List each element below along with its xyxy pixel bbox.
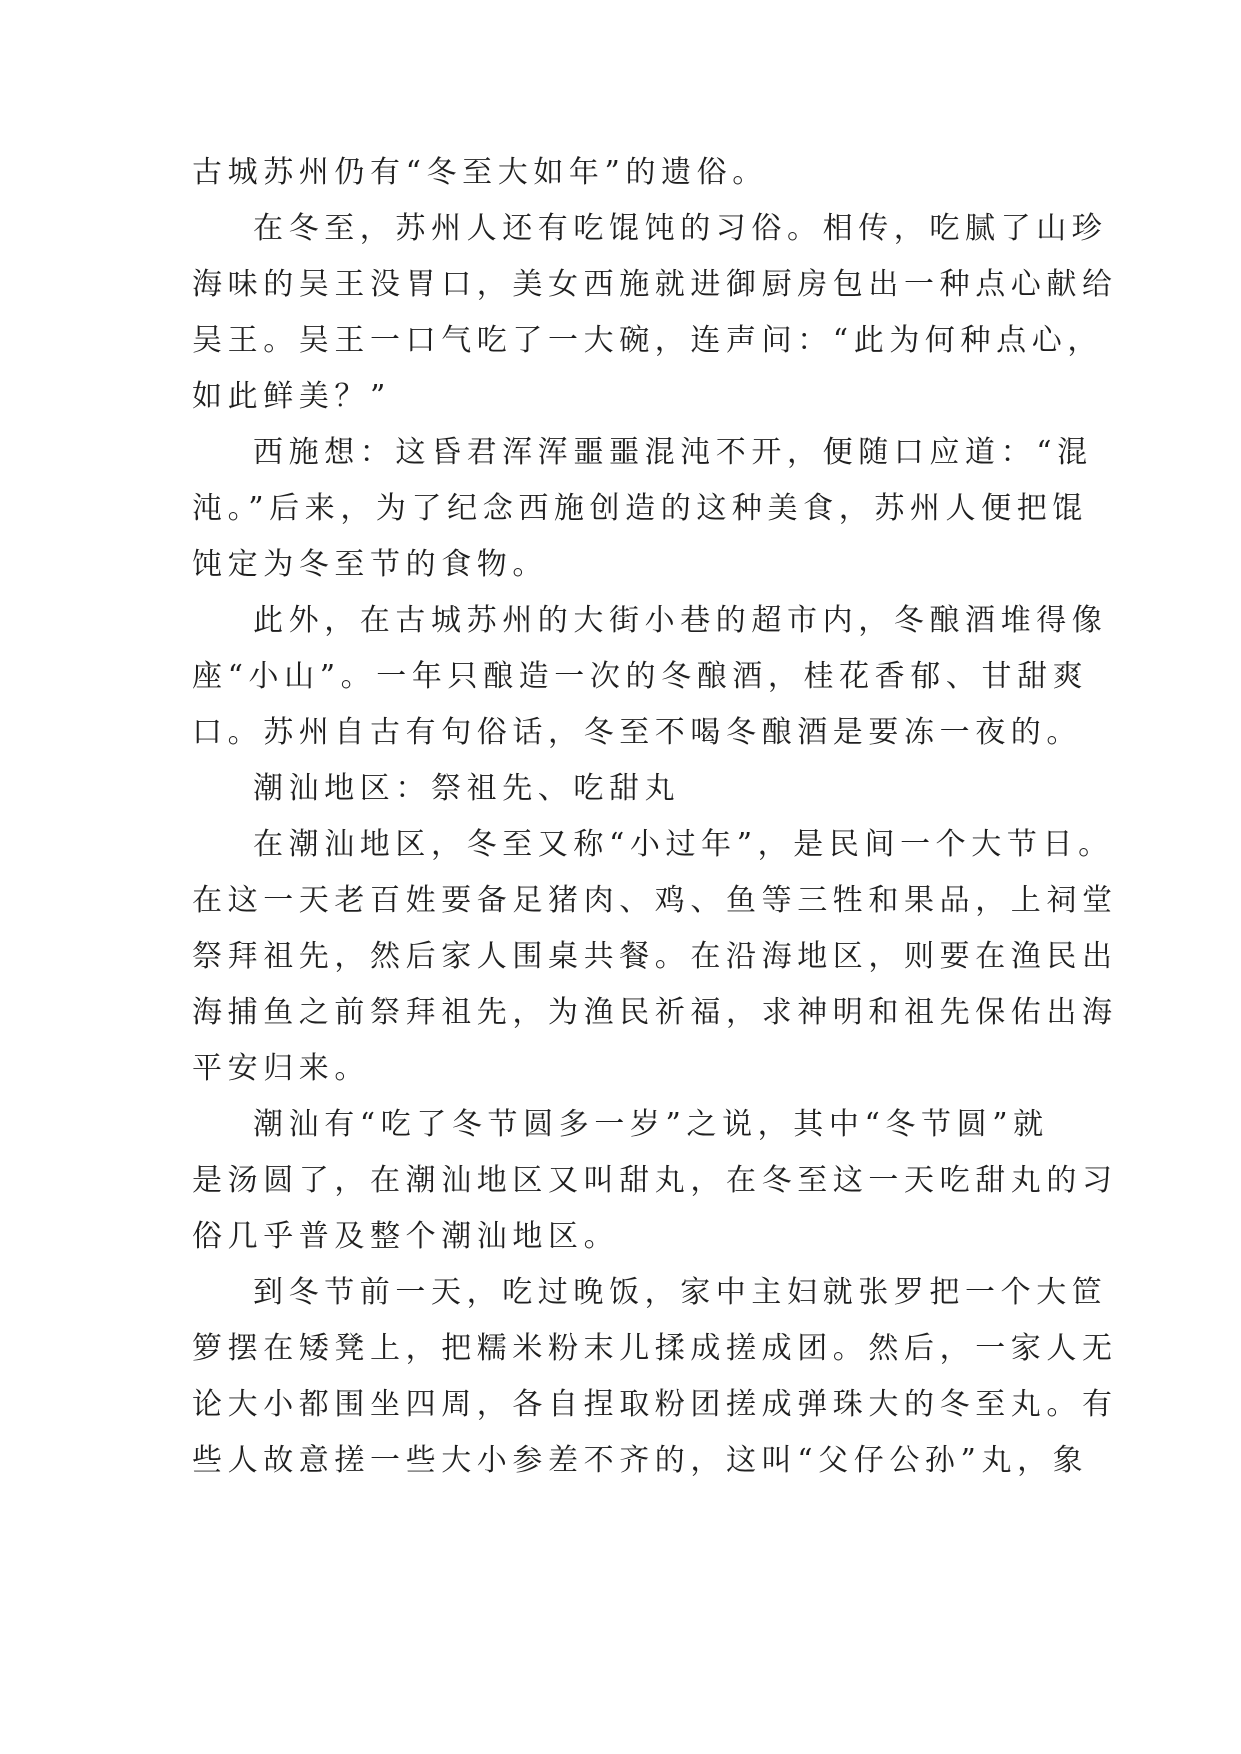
text-line: 古城苏州仍有“冬至大如年”的遗俗。 — [192, 155, 768, 190]
text-line: 吴王。吴王一口气吃了一大碗，连声问：“此为何种点心， — [192, 323, 1103, 358]
paragraph-start-line: 在潮汕地区，冬至又称“小过年”，是民间一个大节日。 — [253, 827, 1114, 862]
text-line: 饨定为冬至节的食物。 — [192, 547, 548, 582]
paragraph-start-line: 在冬至，苏州人还有吃馄饨的习俗。相传，吃腻了山珍 — [253, 211, 1108, 246]
text-line: 海捕鱼之前祭拜祖先，为渔民祈福，求神明和祖先保佑出海 — [192, 995, 1118, 1030]
paragraph-start-line: 到冬节前一天，吃过晚饭，家中主妇就张罗把一个大笸 — [253, 1275, 1108, 1310]
text-line: 在这一天老百姓要备足猪肉、鸡、鱼等三牲和果品，上祠堂 — [192, 883, 1118, 918]
text-line: 口。苏州自古有句俗话，冬至不喝冬酿酒是要冻一夜的。 — [192, 715, 1082, 750]
text-line: 沌。”后来，为了纪念西施创造的这种美食，苏州人便把馄 — [192, 491, 1088, 526]
text-line: 平安归来。 — [192, 1051, 370, 1086]
paragraph-start-line: 潮汕有“吃了冬节圆多一岁”之说，其中“冬节圆”就 — [253, 1107, 1049, 1142]
text-line: 论大小都围坐四周，各自捏取粉团搓成弹珠大的冬至丸。有 — [192, 1387, 1118, 1422]
text-line: 祭拜祖先，然后家人围桌共餐。在沿海地区，则要在渔民出 — [192, 939, 1118, 974]
text-line: 海味的吴王没胃口，美女西施就进御厨房包出一种点心献给 — [192, 267, 1118, 302]
text-line: 箩摆在矮凳上，把糯米粉末儿揉成搓成团。然后，一家人无 — [192, 1331, 1118, 1366]
text-line: 俗几乎普及整个潮汕地区。 — [192, 1219, 620, 1254]
paragraph-start-line: 西施想：这昏君浑浑噩噩混沌不开，便随口应道：“混 — [253, 435, 1093, 470]
paragraph-start-line: 此外，在古城苏州的大街小巷的超市内，冬酿酒堆得像 — [253, 603, 1108, 638]
text-line: 如此鲜美？” — [192, 379, 391, 414]
section-heading: 潮汕地区：祭祖先、吃甜丸 — [253, 771, 681, 806]
text-line: 些人故意搓一些大小参差不齐的，这叫“父仔公孙”丸，象 — [192, 1443, 1089, 1478]
text-line: 是汤圆了，在潮汕地区又叫甜丸，在冬至这一天吃甜丸的习 — [192, 1163, 1118, 1198]
text-line: 座“小山”。一年只酿造一次的冬酿酒，桂花香郁、甘甜爽 — [192, 659, 1089, 694]
